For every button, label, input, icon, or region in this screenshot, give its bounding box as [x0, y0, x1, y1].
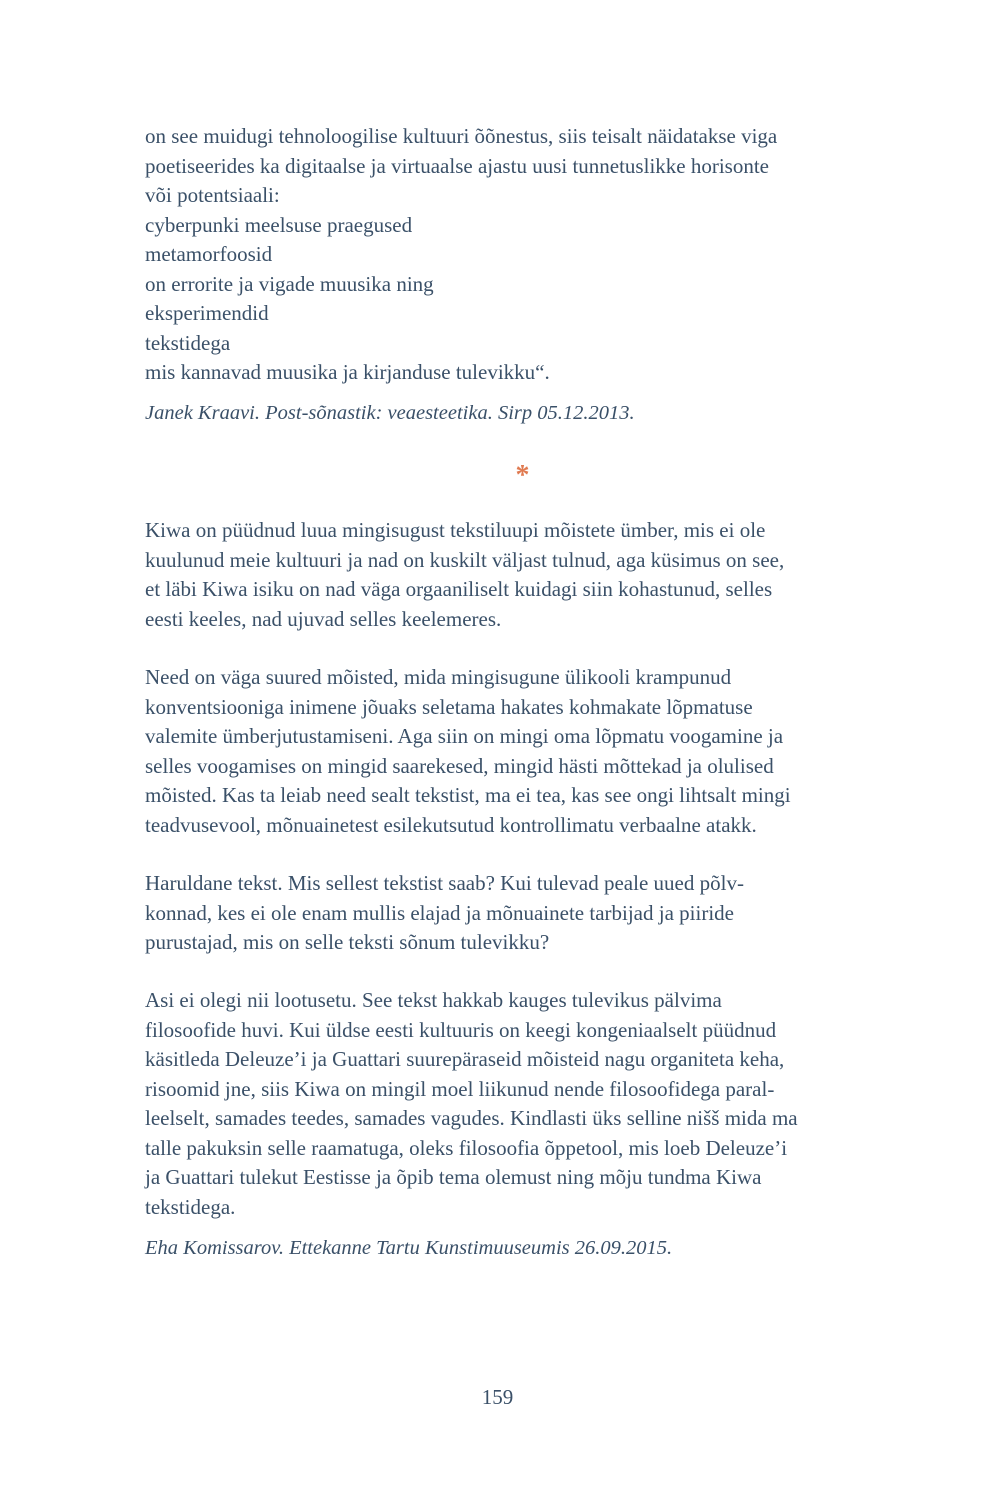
paragraph-4	[145, 986, 798, 1222]
paragraph-line: tekstidega.	[145, 1194, 236, 1219]
paragraph-line: et läbi Kiwa isiku on nad väga orgaaniliselt kuidagi siin kohastunud, selles	[145, 577, 773, 601]
quote-line: tekstidega	[145, 330, 231, 355]
paragraph-line: Asi ei olegi nii lootusetu. See tekst hakkab kauges tulevikus pälvima	[145, 988, 722, 1012]
paragraph-line: Need on väga suured mõisted, mida mingisugune ülikooli krampunud	[145, 665, 732, 689]
paragraph-line: mõisted. Kas ta leiab need sealt tekstist, ma ei tea, kas see ongi lihtsalt mingi	[145, 783, 791, 807]
closing-source: Eha Komissarov. Ettekanne Tartu Kunstimuuseumis 26.09.2015.	[145, 1237, 673, 1259]
quote-line: on see muidugi tehnoloogilise kultuuri õõnestus, siis teisalt näidatakse viga	[145, 124, 778, 148]
paragraph-line: purustajad, mis on selle teksti sõnum tulevikku?	[145, 930, 550, 954]
quote-line: mis kannavad muusika ja kirjanduse tulevikku“.	[145, 360, 550, 384]
paragraph-2	[145, 663, 791, 840]
paragraph-1	[145, 516, 784, 634]
paragraph-line: kuulunud meie kultuuri ja nad on kuskilt väljast tulnud, aga küsimus on see,	[145, 547, 785, 572]
quote-line: eksperimendid	[145, 301, 269, 325]
quote-line: cyberpunki meelsuse praegused	[145, 212, 413, 237]
paragraph-line: leelselt, samades teedes, samades vagudes. Kindlasti üks selline nišš mida ma	[145, 1106, 798, 1130]
paragraph-line: talle pakuksin selle raamatuga, oleks filosoofia õppetool, mis loeb Deleuze’i	[145, 1135, 788, 1160]
paragraph-line: konventsiooniga inimene jõuaks seletama hakates kohmakate lõpmatuse	[145, 694, 753, 719]
quote-source: Janek Kraavi. Post-sõnastik: veaesteetika. Sirp 05.12.2013.	[145, 402, 635, 424]
paragraph-line: eesti keeles, nad ujuvad selles keelemeres.	[145, 606, 502, 631]
paragraph-line: valemite ümberjutustamiseni. Aga siin on mingi oma lõpmatu voogamine ja	[145, 724, 784, 748]
quote-line: või potentsiaali:	[145, 183, 280, 207]
paragraph-line: ja Guattari tulekut Eestisse ja õpib tema olemust ning mõju tundma Kiwa	[145, 1165, 762, 1189]
paragraph-line: Kiwa on püüdnud luua mingisugust tekstiluupi mõistete ümber, mis ei ole	[145, 518, 766, 542]
paragraph-line: filosoofide huvi. Kui üldse eesti kultuuris on keegi kongeniaalselt püüdnud	[145, 1017, 777, 1042]
quote-line: metamorfoosid	[145, 242, 273, 266]
paragraph-line: käsitleda Deleuze’i ja Guattari suurepäraseid mõisteid nagu organiteta keha,	[145, 1047, 785, 1071]
quote-block	[145, 122, 777, 388]
quote-line: poetiseerides ka digitaalse ja virtuaalse ajastu uusi tunnetuslikke horisonte	[145, 153, 770, 178]
section-separator: *	[515, 460, 530, 491]
paragraph-line: Haruldane tekst. Mis sellest tekstist saab? Kui tulevad peale uued põlv-	[145, 871, 744, 895]
paragraph-line: selles voogamises on mingid saarekesed, mingid hästi mõttekad ja olulised	[145, 753, 774, 778]
paragraph-line: konnad, kes ei ole enam mullis elajad ja mõnuainete tarbijad ja piiride	[145, 900, 734, 925]
paragraph-3	[145, 869, 744, 958]
paragraph-line: risoomid jne, siis Kiwa on mingil moel liikunud nende filosoofidega paral-	[145, 1076, 775, 1101]
quote-line: on errorite ja vigade muusika ning	[145, 271, 434, 296]
paragraph-line: teadvusevool, mõnuainetest esilekutsutud kontrollimatu verbaalne atakk.	[145, 812, 757, 837]
page-number: 159	[481, 1385, 514, 1409]
